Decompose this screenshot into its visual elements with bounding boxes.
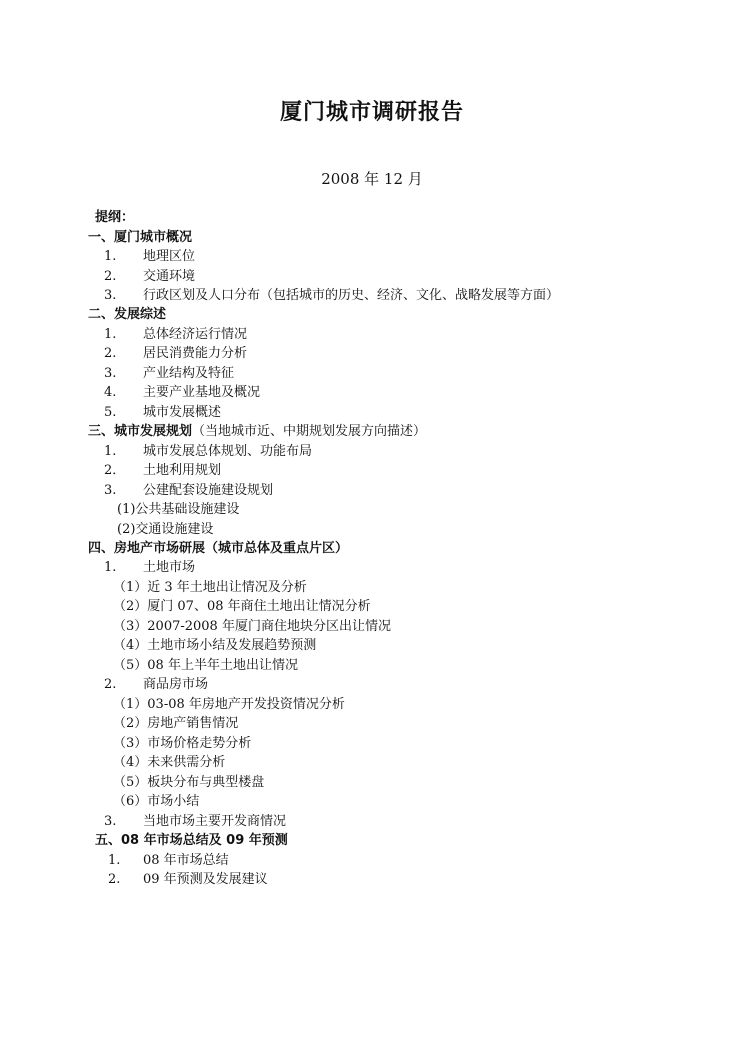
list-item: 城市发展概述: [143, 405, 222, 420]
list-item: 地理区位: [143, 249, 196, 264]
section-heading-5: 五、08 年市场总结及 09 年预测: [95, 833, 288, 848]
section-heading-3-title: 三、城市发展规划: [88, 424, 193, 439]
list-item-number: 2.: [108, 872, 121, 887]
list-item: 居民消费能力分析: [143, 346, 248, 361]
list-item-number: 1.: [104, 444, 117, 459]
outline-label: 提纲：: [95, 210, 135, 225]
sub-list-item: （6）市场小结: [113, 794, 200, 809]
sub-list-item: (2)交通设施建设: [117, 522, 214, 537]
list-item: 城市发展总体规划、功能布局: [143, 444, 313, 459]
section-heading-2: 二、发展综述: [88, 307, 167, 322]
sub-list-item: （2）房地产销售情况: [113, 716, 239, 731]
list-item: 商品房市场: [143, 677, 209, 692]
sub-list-item: （1）03-08 年房地产开发投资情况分析: [113, 697, 345, 712]
list-item: 产业结构及特征: [143, 366, 235, 381]
list-item-number: 3.: [104, 483, 117, 498]
sub-list-item: （4）土地市场小结及发展趋势预测: [113, 638, 317, 653]
section-heading-3-note: （当地城市近、中期规划发展方向描述）: [192, 424, 427, 439]
list-item: 主要产业基地及概况: [143, 385, 261, 400]
list-item: 总体经济运行情况: [143, 327, 248, 342]
section-heading-3: [88, 423, 426, 441]
sub-list-item: （1）近 3 年土地出让情况及分析: [113, 580, 307, 595]
sub-list-item: （5）08 年上半年土地出让情况: [113, 658, 298, 673]
sub-list-item: （3）市场价格走势分析: [113, 736, 252, 751]
sub-list-item: （4）未来供需分析: [113, 755, 226, 770]
list-item: 土地市场: [143, 560, 196, 575]
sub-list-item: （2）厦门 07、08 年商住土地出让情况分析: [113, 599, 371, 614]
list-item-number: 4.: [104, 385, 117, 400]
list-item-number: 1.: [104, 560, 117, 575]
sub-list-item: （3）2007-2008 年厦门商住地块分区出让情况: [113, 619, 391, 634]
list-item: 08 年市场总结: [143, 853, 229, 868]
list-item: 土地利用规划: [143, 463, 222, 478]
list-item: 当地市场主要开发商情况: [143, 814, 287, 829]
list-item-number: 3.: [104, 814, 117, 829]
list-item: 公建配套设施建设规划: [143, 483, 274, 498]
section-heading-1: 一、厦门城市概况: [88, 230, 193, 245]
section-heading-4: 四、房地产市场研展（城市总体及重点片区）: [88, 541, 349, 556]
list-item-number: 3.: [104, 288, 117, 303]
list-item-number: 5.: [104, 405, 117, 420]
list-item-number: 2．: [104, 463, 126, 478]
list-item-number: 2.: [104, 346, 117, 361]
document-date: 2008 年 12 月: [321, 170, 423, 188]
list-item-number: 1.: [108, 853, 121, 868]
list-item: 行政区划及人口分布（包括城市的历史、经济、文化、战略发展等方面）: [143, 288, 560, 303]
list-item: 09 年预测及发展建议: [143, 872, 268, 887]
list-item: 交通环境: [143, 269, 196, 284]
document-title: 厦门城市调研报告: [279, 100, 464, 125]
list-item-number: 1.: [104, 249, 117, 264]
list-item-number: 2.: [104, 677, 117, 692]
list-item-number: 3.: [104, 366, 117, 381]
list-item-number: 1.: [104, 327, 117, 342]
list-item-number: 2.: [104, 269, 117, 284]
sub-list-item: （5）板块分布与典型楼盘: [113, 775, 265, 790]
sub-list-item: (1)公共基础设施建设: [117, 502, 240, 517]
